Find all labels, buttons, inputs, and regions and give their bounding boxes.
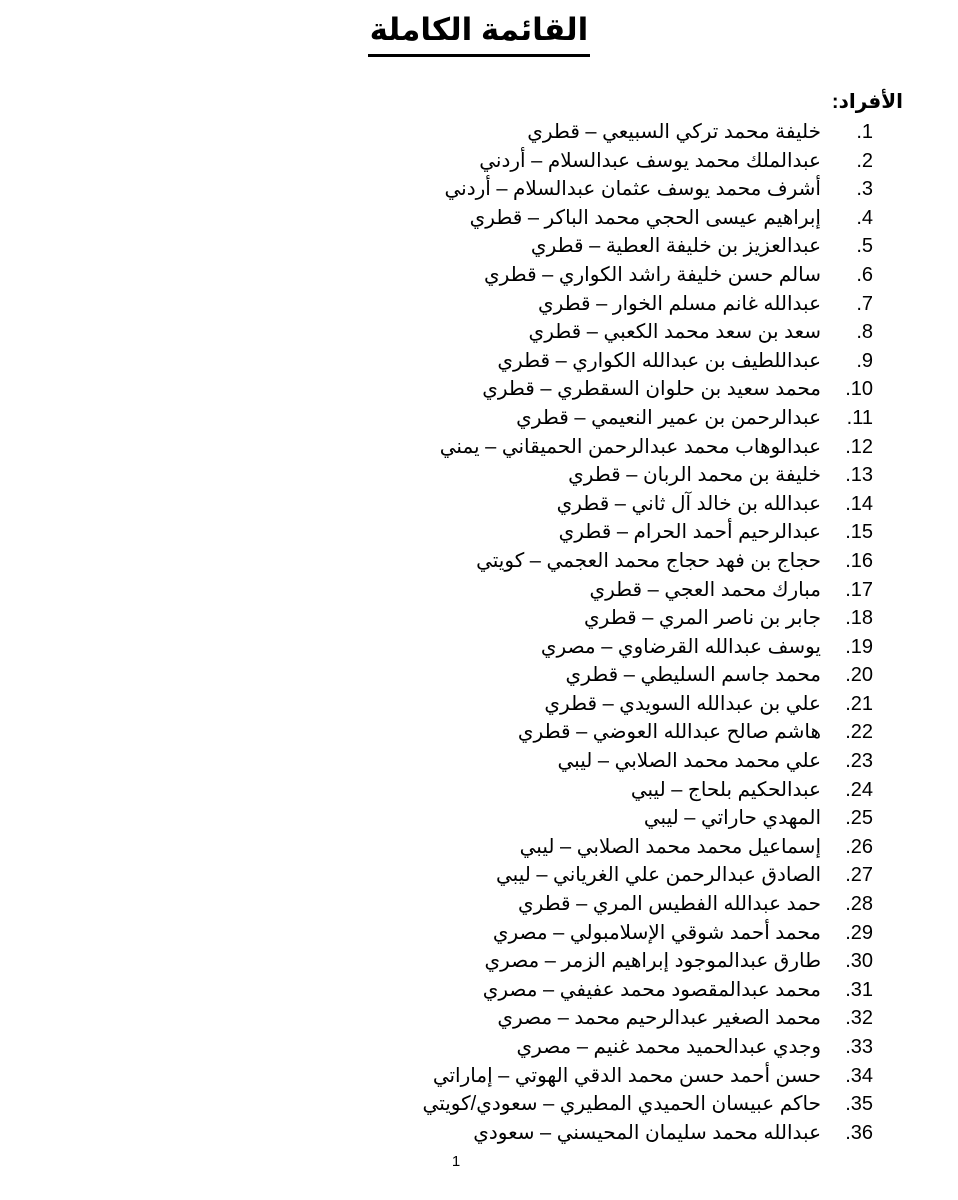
list-item-number: 31. (845, 978, 873, 1001)
list-item (273, 404, 873, 433)
list-item (273, 947, 873, 976)
list-item-text: مبارك محمد العجي – قطري (589, 578, 821, 601)
list-item-text: يوسف عبدالله القرضاوي – مصري (540, 635, 821, 658)
list-item (273, 1062, 873, 1091)
list-item-text: محمد أحمد شوقي الإسلامبولي – مصري (492, 921, 821, 944)
list-item-text: حجاج بن فهد حجاج محمد العجمي – كويتي (476, 549, 821, 572)
list-item-text: هاشم صالح عبدالله العوضي – قطري (517, 721, 821, 744)
list-item-number: 11. (846, 406, 873, 429)
list-item-text: عبدالله محمد سليمان المحيسني – سعودي (473, 1121, 821, 1144)
list-item-number: 32. (845, 1007, 873, 1030)
list-item (273, 576, 873, 605)
list-item-text: عبدالله بن خالد آل ثاني – قطري (556, 492, 821, 515)
list-item-text: أشرف محمد يوسف عثمان عبدالسلام – أردني (444, 178, 821, 201)
list-item-text: وجدي عبدالحميد محمد غنيم – مصري (516, 1036, 821, 1058)
list-item-number: 4. (856, 206, 873, 229)
list-item (273, 118, 873, 147)
list-item-number: 17. (845, 578, 873, 601)
list-item-text: عبدالوهاب محمد عبدالرحمن الحميقاني – يمني (439, 435, 821, 458)
list-item-text: حاكم عبيسان الحميدي المطيري – سعودي/كويتي (422, 1093, 821, 1116)
list-item-number: 15. (845, 521, 873, 544)
list-item (273, 919, 873, 948)
list-item-text: محمد عبدالمقصود محمد عفيفي – مصري (482, 978, 821, 1001)
list-item-number: 14. (845, 492, 873, 515)
list-item-text: عبدالرحيم أحمد الحرام – قطري (558, 521, 821, 544)
list-item (273, 375, 873, 404)
list-item-number: 19. (845, 635, 873, 658)
list-item-text: الصادق عبدالرحمن علي الغرياني – ليبي (495, 864, 821, 887)
list-item (273, 1033, 873, 1062)
list-item (273, 290, 873, 319)
list-item-text: عبدالرحمن بن عمير النعيمي – قطري (516, 406, 821, 429)
list-item (273, 518, 873, 547)
members-list (273, 118, 873, 1147)
list-item-number: 1. (856, 121, 873, 143)
list-item (273, 604, 873, 633)
list-item-text: محمد سعيد بن حلوان السقطري – قطري (482, 378, 821, 401)
list-item (273, 1119, 873, 1148)
document-title-container (0, 10, 958, 57)
list-item-text: علي محمد محمد الصلابي – ليبي (557, 750, 821, 773)
list-item (273, 261, 873, 290)
list-item (273, 318, 873, 347)
list-item (273, 490, 873, 519)
list-item-number: 28. (845, 893, 873, 916)
list-item-number: 3. (856, 178, 873, 201)
list-item-text: جابر بن ناصر المري – قطري (584, 607, 821, 630)
list-item-number: 27. (845, 864, 873, 887)
list-item-number: 10. (845, 378, 873, 401)
list-item-number: 13. (845, 464, 873, 487)
list-item-number: 18. (845, 607, 873, 630)
list-item-number: 9. (856, 349, 873, 372)
list-item-number: 24. (845, 778, 873, 801)
list-item-text: خليفة محمد تركي السبيعي – قطري (527, 121, 821, 143)
list-item (273, 147, 873, 176)
list-item-text: إبراهيم عيسى الحجي محمد الباكر – قطري (469, 206, 821, 229)
list-item-text: حمد عبدالله الفطيس المري – قطري (517, 893, 821, 916)
list-item-number: 23. (845, 750, 873, 773)
list-item-text: عبدالحكيم بلحاج – ليبي (630, 778, 821, 801)
list-item (273, 976, 873, 1005)
list-item (273, 1004, 873, 1033)
list-item-number: 36. (845, 1121, 873, 1144)
page-number: 1 (451, 1153, 461, 1170)
list-item-number: 33. (845, 1036, 873, 1058)
list-item-number: 16. (845, 549, 873, 572)
list-item (273, 347, 873, 376)
list-item-text: سالم حسن خليفة راشد الكواري – قطري (483, 263, 821, 286)
list-item-text: سعد بن سعد محمد الكعبي – قطري (528, 321, 821, 344)
list-item-number: 30. (845, 950, 873, 973)
list-item-text: إسماعيل محمد محمد الصلابي – ليبي (519, 835, 821, 858)
list-item-text: طارق عبدالموجود إبراهيم الزمر – مصري (484, 950, 821, 973)
list-item-number: 35. (845, 1093, 873, 1116)
list-item (273, 547, 873, 576)
list-item-text: المهدي حاراتي – ليبي (643, 807, 821, 830)
list-item (273, 776, 873, 805)
section-heading: الأفراد: (831, 91, 903, 113)
list-item-text: علي بن عبدالله السويدي – قطري (544, 692, 821, 715)
list-item-text: عبدالملك محمد يوسف عبدالسلام – أردني (479, 149, 821, 172)
list-item-number: 25. (845, 807, 873, 830)
list-item-text: عبدالعزيز بن خليفة العطية – قطري (530, 235, 821, 258)
document-title: القائمة الكاملة (368, 10, 591, 57)
list-item-text: عبدالله غانم مسلم الخوار – قطري (537, 292, 821, 315)
list-item-number: 2. (856, 149, 873, 172)
list-item (273, 1090, 873, 1119)
list-item-number: 26. (845, 835, 873, 858)
list-item-number: 7. (856, 292, 873, 315)
list-item-number: 5. (856, 235, 873, 258)
list-item (273, 232, 873, 261)
list-item-text: حسن أحمد حسن محمد الدقي الهوتي – إماراتي (432, 1064, 821, 1087)
list-item (273, 461, 873, 490)
list-item-number: 6. (856, 263, 873, 286)
list-item (273, 890, 873, 919)
list-item (273, 833, 873, 862)
list-item (273, 690, 873, 719)
list-item-number: 29. (845, 921, 873, 944)
list-item (273, 204, 873, 233)
list-item (273, 633, 873, 662)
list-item-text: خليفة بن محمد الربان – قطري (568, 464, 821, 487)
list-item-number: 20. (845, 664, 873, 687)
list-item (273, 433, 873, 462)
list-item-number: 12. (845, 435, 873, 458)
list-item-text: محمد الصغير عبدالرحيم محمد – مصري (497, 1007, 821, 1030)
list-item-text: عبداللطيف بن عبدالله الكواري – قطري (497, 349, 821, 372)
list-item (273, 861, 873, 890)
list-item (273, 804, 873, 833)
list-item (273, 747, 873, 776)
list-item-number: 22. (845, 721, 873, 744)
list-item (273, 718, 873, 747)
list-item-text: محمد جاسم السليطي – قطري (565, 664, 821, 687)
list-item (273, 175, 873, 204)
list-item-number: 8. (856, 321, 873, 344)
list-item (273, 661, 873, 690)
list-item-number: 34. (845, 1064, 873, 1087)
list-item-number: 21. (845, 692, 873, 715)
